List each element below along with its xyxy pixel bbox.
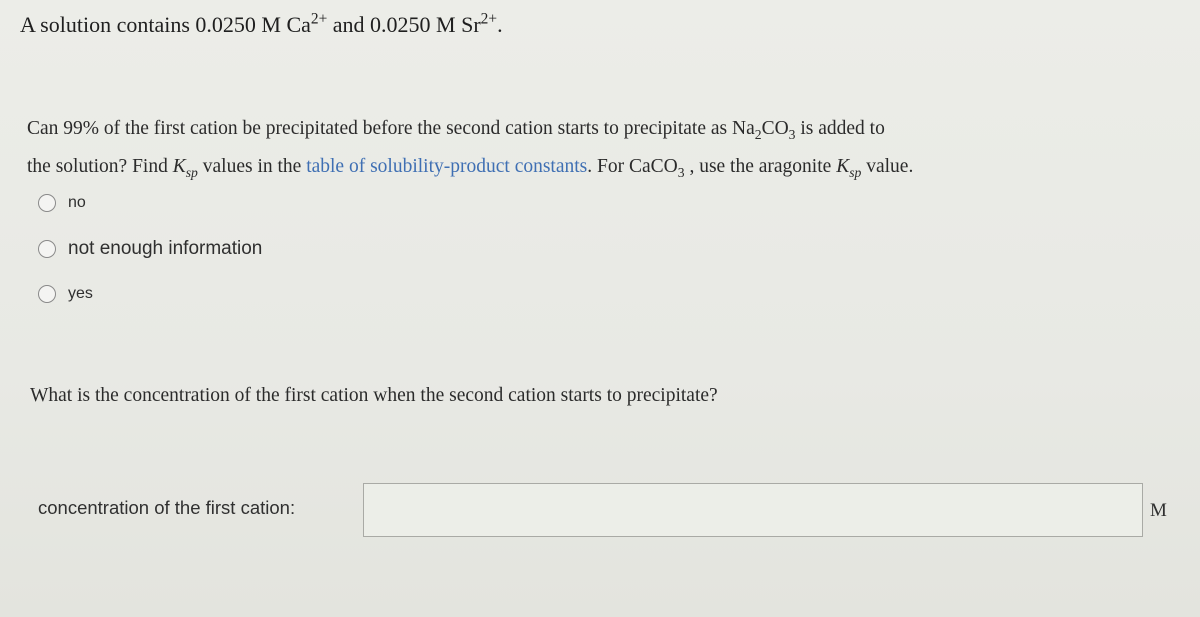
q1-text: is added to [795, 118, 885, 139]
q1-text: , use the aragonite [684, 156, 837, 177]
header-text-prefix: A solution contains 0.0250 M Ca [20, 12, 311, 37]
q1-text: . For CaCO [587, 156, 678, 177]
answer-row [38, 483, 1178, 539]
calcium-charge: 2+ [310, 10, 328, 28]
q1-text: CO [761, 118, 789, 139]
ksp-symbol: K [172, 156, 186, 177]
radio-button[interactable] [38, 285, 56, 303]
option-label: not enough information [68, 238, 263, 259]
solubility-table-link[interactable]: table of solubility-product constants [306, 156, 588, 177]
option-yes[interactable] [38, 285, 93, 303]
question-2: What is the concentration of the first cation when the second cation starts to precipitate? [30, 385, 718, 406]
q1-subscript: 2 [754, 126, 762, 142]
question-1-line-1 [27, 118, 885, 140]
q1-subscript: 3 [788, 126, 796, 142]
ksp-subscript: sp [185, 164, 198, 180]
option-label: yes [68, 285, 93, 302]
q1-text: values in the [197, 156, 307, 177]
header-text-middle: and 0.0250 M Sr [327, 12, 481, 37]
problem-statement [20, 12, 503, 38]
concentration-input[interactable] [363, 483, 1143, 537]
q1-subscript: 3 [677, 164, 685, 180]
radio-button[interactable] [38, 194, 56, 212]
answer-label: concentration of the first cation: [38, 497, 296, 518]
unit-label: M [1150, 500, 1167, 521]
question-1-line-2 [27, 156, 913, 178]
option-label: no [68, 194, 86, 211]
strontium-charge: 2+ [480, 10, 498, 28]
q1-text: value. [861, 156, 914, 177]
option-not-enough-information[interactable] [38, 238, 262, 260]
header-text-suffix: . [497, 12, 503, 37]
option-no[interactable] [38, 194, 86, 212]
q1-text: Can 99% of the first cation be precipitated before the second cation starts to precipitate as Na [27, 118, 755, 139]
ksp-subscript: sp [849, 164, 862, 180]
radio-button[interactable] [38, 240, 56, 258]
ksp-symbol: K [836, 156, 850, 177]
q1-text: the solution? Find [27, 156, 173, 177]
